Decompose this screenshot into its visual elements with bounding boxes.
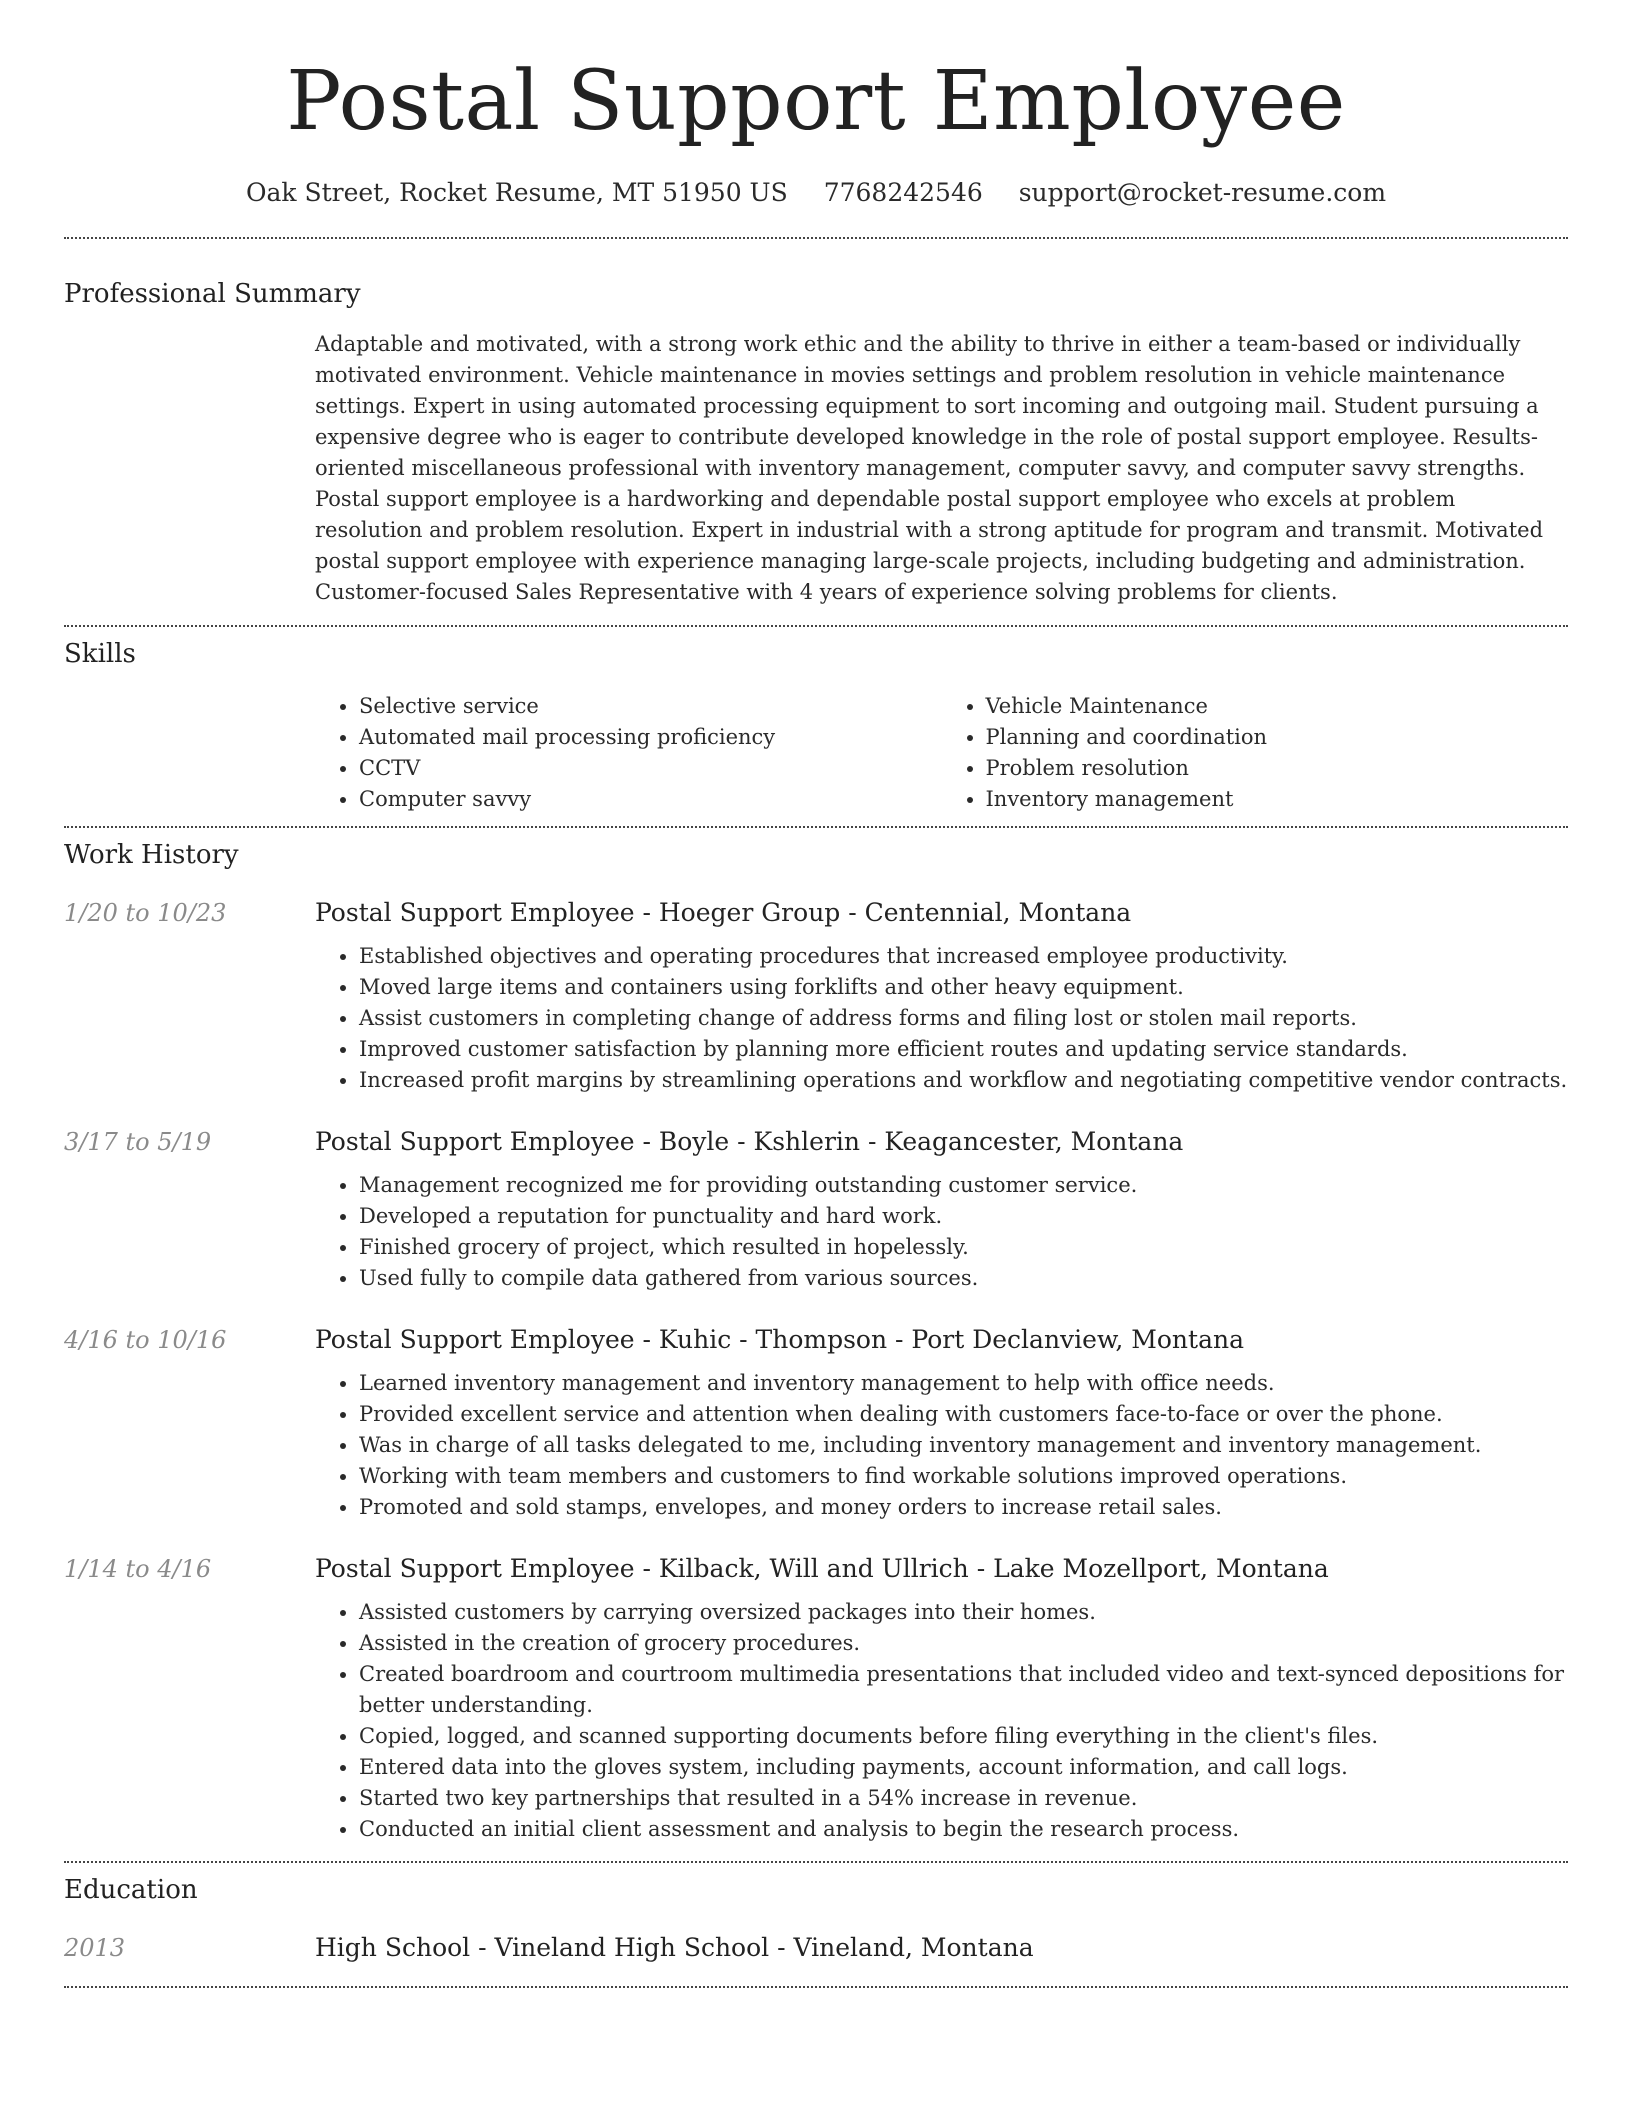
skill-item: • Automated mail processing proficiency <box>359 722 942 753</box>
job-dates: 3/17 to 5/19 <box>64 1128 212 1156</box>
job-bullets <box>315 1368 1568 1523</box>
job-bullets <box>315 941 1568 1096</box>
job-bullet: • Copied, logged, and scanned supporting documents before filing everything in the client's files. <box>359 1721 1568 1752</box>
skill-item: • Vehicle Maintenance <box>986 691 1569 722</box>
job-bullet: • Assisted customers by carrying oversized packages into their homes. <box>359 1597 1568 1628</box>
job-entry <box>64 1125 1568 1294</box>
skill-item: • Selective service <box>359 691 942 722</box>
job-bullet: • Assist customers in completing change of address forms and filing lost or stolen mail reports. <box>359 1003 1568 1034</box>
job-bullet: • Used fully to compile data gathered from various sources. <box>359 1263 1568 1294</box>
work-history-section <box>64 838 1568 1845</box>
contact-phone: 7768242546 <box>823 178 983 207</box>
job-title: Postal Support Employee - Kilback, Will and Ullrich - Lake Mozellport, Montana <box>315 1554 1329 1583</box>
job-entry <box>64 1323 1568 1523</box>
job-bullet: • Entered data into the gloves system, including payments, account information, and call logs. <box>359 1752 1568 1783</box>
skills-list-left <box>315 691 942 815</box>
job-title: Postal Support Employee - Kuhic - Thompson - Port Declanview, Montana <box>315 1325 1244 1354</box>
job-bullet: • Improved customer satisfaction by planning more efficient routes and updating service standards. <box>359 1034 1568 1065</box>
job-bullet: • Established objectives and operating procedures that increased employee productivity. <box>359 941 1568 972</box>
skills-section <box>64 637 1568 815</box>
job-bullet: • Finished grocery of project, which resulted in hopelessly. <box>359 1232 1568 1263</box>
resume-header <box>64 0 1568 210</box>
divider <box>64 625 1568 627</box>
skill-item: • CCTV <box>359 753 942 784</box>
job-bullet: • Conducted an initial client assessment and analysis to begin the research process. <box>359 1814 1568 1845</box>
work-history-heading: Work History <box>64 840 239 870</box>
education-heading: Education <box>64 1875 198 1905</box>
contact-line <box>64 176 1568 210</box>
education-title: High School - Vineland High School - Vineland, Montana <box>315 1933 1034 1962</box>
resume-page <box>64 0 1568 1988</box>
education-section <box>64 1873 1568 1965</box>
divider <box>64 1986 1568 1988</box>
summary-section <box>64 277 1568 608</box>
job-bullets <box>315 1597 1568 1845</box>
job-bullet: • Management recognized me for providing outstanding customer service. <box>359 1170 1568 1201</box>
job-entry <box>64 896 1568 1096</box>
education-year: 2013 <box>64 1934 126 1962</box>
job-dates: 1/14 to 4/16 <box>64 1555 212 1583</box>
skill-item: • Problem resolution <box>986 753 1569 784</box>
summary-text: Adaptable and motivated, with a strong work ethic and the ability to thrive in either a team-based or individually motivated environment. Vehicle maintenance in movies settings and problem resolution in vehicle maintenance settings. Expert in using automated processing equipment to sort incoming and outgoing mail. Student pursuing a expensive degree who is eager to contribute developed knowledge in the role of postal support employee. Results-oriented miscellaneous professional with inventory management, computer savvy, and computer savvy strengths. Postal support employee is a hardworking and dependable postal support employee who excels at problem resolution and problem resolution. Expert in industrial with a strong aptitude for program and transmit. Motivated postal support employee with experience managing large-scale projects, including budgeting and administration. Customer-focused Sales Representative with 4 years of experience solving problems for clients. <box>315 332 1544 604</box>
candidate-name: Postal Support Employee <box>286 54 1346 149</box>
job-dates: 4/16 to 10/16 <box>64 1326 227 1354</box>
job-bullet: • Provided excellent service and attention when dealing with customers face-to-face or over the phone. <box>359 1399 1568 1430</box>
contact-email: support@rocket-resume.com <box>1018 178 1387 207</box>
skill-item: • Computer savvy <box>359 784 942 815</box>
skills-heading: Skills <box>64 639 136 669</box>
skill-item: • Planning and coordination <box>986 722 1569 753</box>
skills-grid <box>315 691 1568 815</box>
divider <box>64 237 1568 239</box>
job-bullet: • Moved large items and containers using forklifts and other heavy equipment. <box>359 972 1568 1003</box>
job-bullet: • Assisted in the creation of grocery procedures. <box>359 1628 1568 1659</box>
job-bullet: • Was in charge of all tasks delegated to me, including inventory management and inventory management. <box>359 1430 1568 1461</box>
education-entry <box>64 1931 1568 1965</box>
summary-heading: Professional Summary <box>64 279 361 309</box>
skill-item: • Inventory management <box>986 784 1569 815</box>
job-bullet: • Started two key partnerships that resulted in a 54% increase in revenue. <box>359 1783 1568 1814</box>
divider <box>64 826 1568 828</box>
job-bullets <box>315 1170 1568 1294</box>
job-title: Postal Support Employee - Hoeger Group - Centennial, Montana <box>315 898 1132 927</box>
job-bullet: • Learned inventory management and inventory management to help with office needs. <box>359 1368 1568 1399</box>
job-bullet: • Created boardroom and courtroom multimedia presentations that included video and text-synced depositions for better understanding. <box>359 1659 1568 1721</box>
job-bullet: • Increased profit margins by streamlining operations and workflow and negotiating competitive vendor contracts. <box>359 1065 1568 1096</box>
skills-list-right <box>942 691 1569 815</box>
job-dates: 1/20 to 10/23 <box>64 899 227 927</box>
job-entry <box>64 1552 1568 1845</box>
contact-address: Oak Street, Rocket Resume, MT 51950 US <box>245 178 788 207</box>
job-bullet: • Working with team members and customers to find workable solutions improved operations. <box>359 1461 1568 1492</box>
divider <box>64 1861 1568 1863</box>
job-bullet: • Promoted and sold stamps, envelopes, and money orders to increase retail sales. <box>359 1492 1568 1523</box>
job-title: Postal Support Employee - Boyle - Kshlerin - Keagancester, Montana <box>315 1127 1184 1156</box>
job-bullet: • Developed a reputation for punctuality and hard work. <box>359 1201 1568 1232</box>
